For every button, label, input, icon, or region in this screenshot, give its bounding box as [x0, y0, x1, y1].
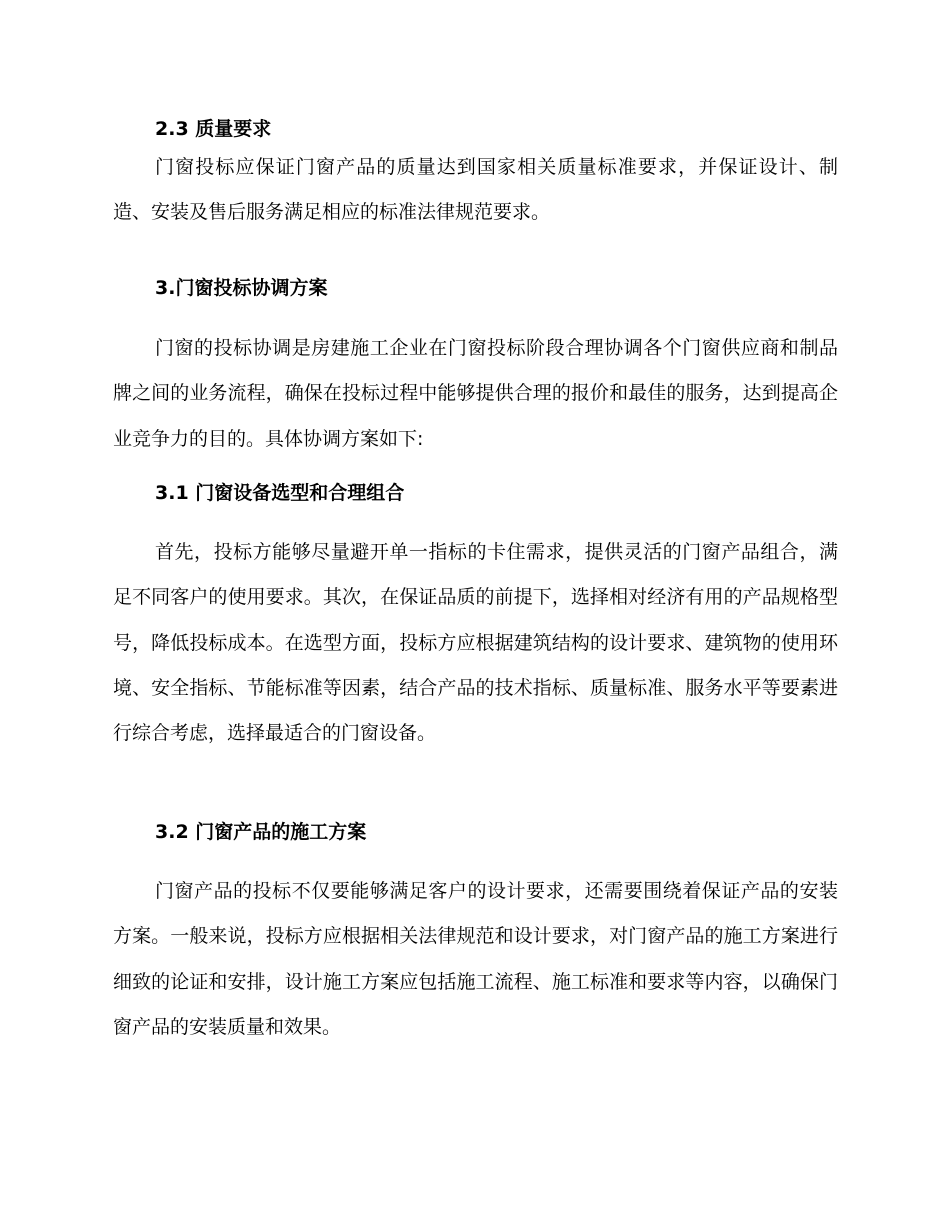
section-heading-construction-plan: 3.2 门窗产品的施工方案: [155, 821, 367, 843]
paragraph-equipment-selection: 首先，投标方能够尽量避开单一指标的卡住需求，提供灵活的门窗产品组合，满足不同客户的使用要求。其次，在保证品质的前提下，选择相对经济有用的产品规格型号，降低投标成本。在选型方面，投标方应根据建筑结构的设计要求、建筑物的使用环境、安全指标、节能标准等因素，结合产品的技术指标、质量标准、服务水平等要素进行综合考虑，选择最适合的门窗设备。: [113, 541, 838, 745]
paragraph-construction-plan: 门窗产品的投标不仅要能够满足客户的设计要求，还需要围绕着保证产品的安装方案。一般来说，投标方应根据相关法律规范和设计要求，对门窗产品的施工方案进行细致的论证和安排，设计施工方案应包括施工流程、施工标准和要求等内容，以确保门窗产品的安装质量和效果。: [113, 880, 838, 1038]
section-heading-bidding-coordination: 3.门窗投标协调方案: [155, 277, 328, 299]
paragraph-bidding-coordination: 门窗的投标协调是房建施工企业在门窗投标阶段合理协调各个门窗供应商和制品牌之间的业务流程，确保在投标过程中能够提供合理的报价和最佳的服务，达到提高企业竞争力的目的。具体协调方案如下:: [113, 337, 838, 450]
section-heading-quality-requirements: 2.3 质量要求: [155, 118, 272, 140]
paragraph-quality-requirements: 门窗投标应保证门窗产品的质量达到国家相关质量标准要求，并保证设计、制造、安装及售后服务满足相应的标准法律规范要求。: [113, 156, 838, 224]
section-heading-equipment-selection: 3.1 门窗设备选型和合理组合: [155, 482, 405, 504]
